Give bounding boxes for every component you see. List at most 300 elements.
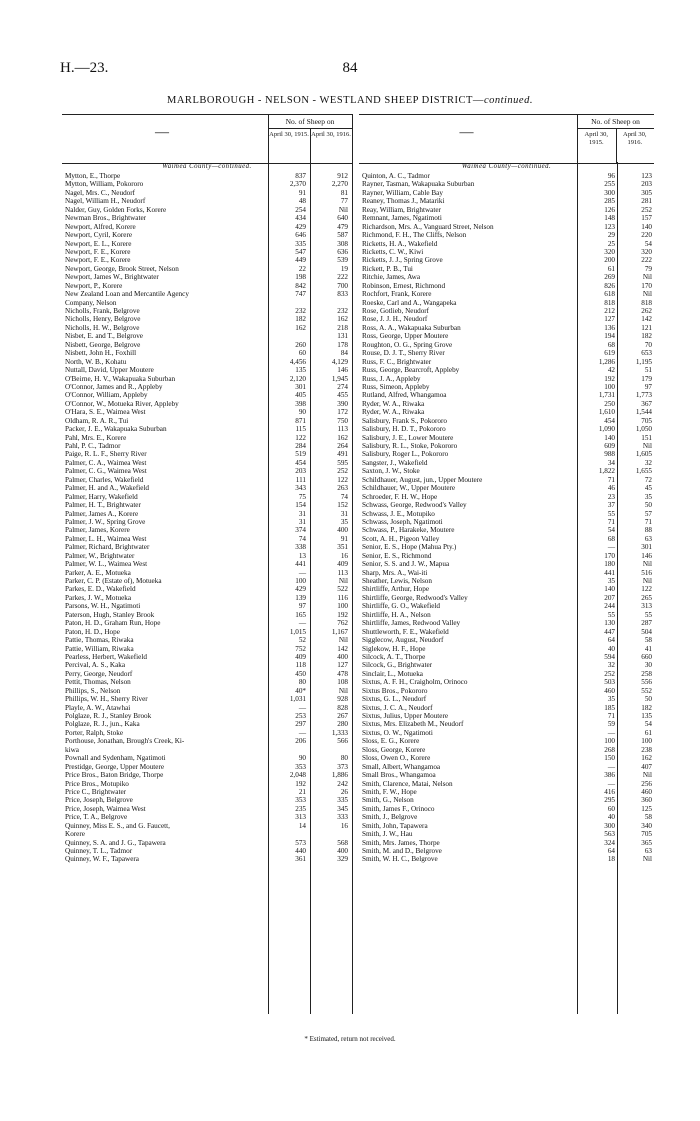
count-1916: 172 [337, 408, 348, 417]
table-row [359, 661, 654, 669]
table-row [359, 796, 654, 804]
count-1916: 220 [641, 231, 652, 240]
count-1915: 503 [604, 678, 615, 687]
table-row [359, 223, 654, 231]
owner-name: North, W. B., Kohatu [65, 357, 127, 366]
table-row [62, 636, 352, 644]
owner-name: Nagel, Mrs. C., Neudorf [65, 188, 136, 197]
owner-name: Sixtus, G. L., Neudorf [362, 695, 427, 704]
count-1915: 136 [604, 323, 615, 332]
count-1916: 373 [337, 762, 348, 771]
owner-name: Parsons, W. H., Ngatimoti [65, 602, 141, 611]
count-1916: 125 [641, 804, 652, 813]
owner-name: Palmer, Charles, Wakefield [65, 475, 144, 484]
table-row [359, 847, 654, 855]
count-1915: — [298, 568, 306, 577]
table-row [359, 282, 654, 290]
table-row [62, 805, 352, 813]
owner-name: Shuttleworth, F. E., Wakefield [362, 627, 449, 636]
count-1916: 146 [337, 366, 348, 375]
count-1915: 1,822 [598, 467, 615, 476]
count-1916: Nil [642, 442, 652, 450]
table-row [62, 417, 352, 425]
table-row [359, 526, 654, 534]
owner-name: Price, Joseph, Waimea West [65, 804, 146, 813]
count-1915: 54 [607, 526, 615, 535]
count-1915: 115 [295, 425, 306, 434]
count-1915: 212 [604, 307, 615, 315]
count-1915: 454 [604, 416, 615, 425]
owner-name: Palmer, Richard, Brightwater [65, 543, 150, 552]
count-1915: 842 [295, 281, 306, 290]
count-1916: 77 [340, 197, 348, 206]
count-1915: 818 [604, 298, 615, 307]
owner-name: Newport, Alfred, Korere [65, 222, 136, 231]
count-1915: 165 [295, 610, 306, 619]
owner-name: Price, Joseph, Belgrove [65, 796, 133, 805]
count-1916: 287 [641, 619, 652, 628]
count-1916: 146 [641, 551, 652, 560]
owner-name: Nagel, William H., Neudorf [65, 197, 146, 206]
count-1916: 80 [340, 754, 348, 763]
table-row [359, 636, 654, 644]
owner-name: Palmer, Harry, Wakefield [65, 492, 138, 501]
count-1915: 25 [607, 239, 615, 248]
left-header [62, 114, 352, 164]
count-1916: 400 [337, 847, 348, 855]
count-1916: 222 [641, 256, 652, 265]
table-row [359, 602, 654, 610]
table-row [359, 594, 654, 602]
count-1915: 2,120 [289, 374, 306, 383]
owner-name: Price Bros., Motupiko [65, 779, 129, 788]
owner-name: Nisbett, George, Belgrove [65, 340, 141, 349]
count-1915: 90 [298, 754, 306, 763]
count-1915: 460 [604, 686, 615, 695]
count-1915: 253 [295, 712, 306, 720]
owner-name: Sharp, Mrs. A., Wai-iti [362, 568, 428, 577]
owner-name: Smith, Mrs. James, Thorpe [362, 838, 440, 847]
owner-name: Korere [65, 830, 85, 839]
table-row [359, 653, 654, 661]
table-row [62, 442, 352, 450]
footnote: * Estimated, return not received. [304, 1035, 396, 1043]
count-1916: 121 [641, 323, 652, 332]
table-row [62, 180, 352, 188]
owner-name: Rose, J. J. H., Neudorf [362, 315, 428, 324]
owner-name: Parkes, J. W., Motueka [65, 593, 132, 602]
table-row [359, 299, 654, 307]
owner-name: O'Connor, W., Motueka River, Appleby [65, 399, 179, 408]
count-1916: 45 [644, 484, 652, 493]
count-1916: 329 [337, 855, 348, 864]
count-1915: 324 [604, 838, 615, 847]
count-1915: 48 [298, 197, 306, 206]
count-1915: 140 [604, 433, 615, 442]
count-1916: 460 [641, 787, 652, 796]
count-1915: 40 [607, 813, 615, 822]
table-row [62, 720, 352, 728]
table-row [359, 763, 654, 771]
count-1915: 64 [607, 847, 615, 855]
count-1916: Nil [338, 577, 348, 585]
count-1916: 705 [641, 830, 652, 839]
count-1916: 1,945 [331, 374, 348, 383]
count-1916: 97 [644, 382, 652, 391]
count-1916: 100 [641, 737, 652, 746]
table-row [62, 796, 352, 804]
owner-name: Phillips, W. H., Sherry River [65, 695, 148, 704]
owner-name: Newport, George, Brook Street, Nelson [65, 264, 179, 273]
count-1915: 353 [295, 762, 306, 771]
count-1915: — [298, 619, 306, 628]
count-1916: 162 [337, 315, 348, 324]
owner-name: Sloss, George, Korere [362, 745, 426, 754]
owner-name: Nisbet, E. and T., Belgrove [65, 332, 143, 341]
table-row [359, 805, 654, 813]
count-1915: 55 [607, 509, 615, 518]
count-1915: 416 [604, 787, 615, 796]
count-1916: 84 [340, 349, 348, 358]
owner-name: Salisbury, Frank S., Pokororo [362, 416, 447, 425]
count-1916: 258 [641, 669, 652, 678]
page-code: H.—23. [60, 60, 109, 76]
table-row [359, 729, 654, 737]
count-1916: 653 [641, 349, 652, 358]
count-1916: 157 [641, 214, 652, 223]
owner-name: Roeske, Carl and A., Wangapeka [362, 298, 457, 307]
count-1916: 61 [644, 728, 652, 737]
count-1916: 1,544 [635, 408, 652, 417]
count-1915: 122 [295, 433, 306, 442]
owner-name: Porthouse, Jonathan, Brough's Creek, Ki- [65, 737, 185, 746]
count-1915: 135 [295, 366, 306, 375]
count-1915: 338 [295, 543, 306, 552]
count-1915: 353 [295, 796, 306, 805]
count-1915: 260 [295, 340, 306, 349]
count-1916: 35 [340, 517, 348, 526]
count-1916: 222 [337, 273, 348, 282]
count-1916: 182 [641, 332, 652, 341]
table-row [359, 197, 654, 205]
count-1915: 441 [604, 568, 615, 577]
table-row [359, 425, 654, 433]
table-row [62, 375, 352, 383]
owner-name: Sheather, Lewis, Nelson [362, 577, 432, 585]
count-1915: 988 [604, 450, 615, 459]
count-1916: Nil [338, 636, 348, 645]
count-1916: 57 [644, 509, 652, 518]
owner-name: Palmer, H. T., Brightwater [65, 501, 141, 510]
count-1916: 264 [337, 442, 348, 450]
count-1916: 108 [337, 678, 348, 687]
owner-name: Ryder, W. A., Riwaka [362, 408, 425, 417]
count-1915: 837 [295, 172, 306, 180]
count-1915: 37 [607, 501, 615, 510]
table-row [359, 383, 654, 391]
count-1915: 4,456 [289, 357, 306, 366]
count-1916: 79 [644, 264, 652, 273]
table-row [62, 324, 352, 332]
count-1916: 203 [641, 180, 652, 189]
table-row [62, 526, 352, 534]
table-row [62, 678, 352, 686]
table-row [62, 349, 352, 357]
count-1915: 139 [295, 593, 306, 602]
table-row [359, 501, 654, 509]
count-1916: 178 [337, 340, 348, 349]
owner-name: Nicholls, Frank, Belgrove [65, 307, 140, 315]
count-1916: 1,167 [331, 627, 348, 636]
owner-name: Sixtus, Mrs. Elizabeth M., Neudorf [362, 720, 464, 729]
table-row [359, 180, 654, 188]
owner-name: Parker, A. E., Motueka [65, 568, 131, 577]
table-row [62, 704, 352, 712]
count-1916: 504 [641, 627, 652, 636]
count-1915: 235 [295, 804, 306, 813]
table-row [62, 602, 352, 610]
count-1915: 1,090 [598, 425, 615, 434]
left-column [62, 114, 353, 1014]
count-1916: 122 [337, 475, 348, 484]
count-1915: 61 [607, 264, 615, 273]
count-1916: 252 [641, 205, 652, 214]
table-row [62, 425, 352, 433]
count-1916: 142 [641, 315, 652, 324]
owner-name: Price C., Brightwater [65, 787, 127, 796]
count-1916: 182 [641, 703, 652, 712]
owner-name: Quinney, Miss E. S., and G. Faucett, [65, 821, 170, 830]
count-1915: 31 [298, 509, 306, 518]
count-1916: 116 [337, 593, 348, 602]
count-1916: 750 [337, 416, 348, 425]
count-1916: 828 [337, 703, 348, 712]
table-row [62, 510, 352, 518]
table-row [62, 299, 352, 307]
owner-name: Quinney, T. L., Tadmor [65, 847, 133, 855]
table-row [359, 780, 654, 788]
owner-name: Salisbury, J. E., Lower Moutere [362, 433, 454, 442]
table-row [359, 585, 654, 593]
owner-name: Roughton, O. G., Spring Grove [362, 340, 453, 349]
sheep-table [62, 114, 654, 1014]
count-1916: 55 [644, 610, 652, 619]
owner-name: Pattie, Thomas, Riwaka [65, 636, 134, 645]
owner-name: Percival, A. S., Kaka [65, 661, 126, 670]
owner-name: Parkes, E. D., Wakefield [65, 585, 136, 594]
owner-name: O'Connor, James and R., Appleby [65, 382, 163, 391]
owner-name: Shirtliffe, George, Redwood's Valley [362, 593, 468, 602]
count-1916: Nil [642, 273, 652, 282]
owner-name: O'Connor, William, Appleby [65, 391, 148, 400]
table-row [359, 307, 654, 315]
count-1915: 2,048 [289, 771, 306, 780]
count-1915: 398 [295, 399, 306, 408]
count-1915: 55 [607, 610, 615, 619]
count-1915: 429 [295, 585, 306, 594]
count-1915: 46 [607, 484, 615, 493]
count-1915: 111 [295, 475, 306, 484]
table-row [359, 172, 654, 180]
right-header [359, 114, 654, 164]
name-column-header: — [459, 125, 474, 140]
count-1916: Nil [642, 577, 652, 585]
table-row [359, 552, 654, 560]
count-1916: 1,050 [635, 425, 652, 434]
table-row [359, 754, 654, 762]
table-row [62, 467, 352, 475]
table-row [359, 315, 654, 323]
count-1915: — [607, 779, 615, 788]
count-1916: 262 [641, 307, 652, 315]
count-1916: Nil [642, 855, 652, 864]
count-1915: 192 [604, 374, 615, 383]
count-1916: 192 [337, 610, 348, 619]
table-row [62, 315, 352, 323]
count-1915: 127 [604, 315, 615, 324]
count-1915: 207 [604, 593, 615, 602]
count-1916: 16 [340, 821, 348, 830]
count-1915: 96 [607, 172, 615, 180]
count-1916: 455 [337, 391, 348, 400]
count-1915: 449 [295, 256, 306, 265]
table-row [62, 729, 352, 737]
count-1915: 519 [295, 450, 306, 459]
count-1916: 400 [337, 652, 348, 661]
owner-name: Palmer, J. W., Spring Grove [65, 517, 146, 526]
owner-name: Schroeder, F. H. W., Hope [362, 492, 438, 501]
owner-name: Schwass, P., Harakeke, Moutere [362, 526, 455, 535]
count-1915: — [607, 762, 615, 771]
table-row [359, 543, 654, 551]
owner-name: Ritchie, James, Awa [362, 273, 421, 282]
table-row [62, 501, 352, 509]
owner-name: Palmer, C. G., Waimea West [65, 467, 147, 476]
count-1915: 170 [604, 551, 615, 560]
table-row [62, 687, 352, 695]
table-row [62, 594, 352, 602]
count-1916: 19 [340, 264, 348, 273]
count-1915: 335 [295, 239, 306, 248]
count-1915: 71 [607, 712, 615, 720]
count-1915: 254 [295, 205, 306, 214]
count-1915: 22 [298, 264, 306, 273]
count-1915: 60 [607, 804, 615, 813]
owner-name: Quinton, A. C., Tadmor [362, 172, 430, 180]
owner-name: Ross, George, Upper Moutere [362, 332, 449, 341]
table-row [62, 493, 352, 501]
table-row [62, 661, 352, 669]
table-row [62, 450, 352, 458]
table-row [359, 704, 654, 712]
count-1915: 255 [604, 180, 615, 189]
owner-name: Shirtliffe, Arthur, Hope [362, 585, 430, 594]
table-row [359, 687, 654, 695]
count-1915: 29 [607, 231, 615, 240]
owner-name: Company, Nelson [65, 298, 117, 307]
count-1916: 152 [337, 501, 348, 510]
table-row [359, 231, 654, 239]
owner-name: Newport, F. E., Korere [65, 256, 131, 265]
table-row [62, 240, 352, 248]
owner-name: Smith, M. and D., Belgrove [362, 847, 442, 855]
table-row [62, 653, 352, 661]
owner-name: Rouse, D. J. T., Sherry River [362, 349, 445, 358]
count-1915: 871 [295, 416, 306, 425]
count-1916: 345 [337, 804, 348, 813]
count-1916: 400 [337, 526, 348, 535]
count-1915: 1,015 [289, 627, 306, 636]
count-1915: 40 [607, 644, 615, 653]
count-1916: 265 [641, 593, 652, 602]
count-1916: 281 [641, 197, 652, 206]
count-1916: 539 [337, 256, 348, 265]
table-row [359, 569, 654, 577]
owner-name: Packer, J. E., Wakapuaka Suburban [65, 425, 167, 434]
count-1915: 71 [607, 517, 615, 526]
table-row [359, 678, 654, 686]
table-row [62, 737, 352, 745]
table-row [62, 332, 352, 340]
table-row [359, 619, 654, 627]
owner-name: Russ, J. A., Appleby [362, 374, 421, 383]
owner-name: Nisbett, John H., Foxhill [65, 349, 137, 358]
owner-name: Reay, William, Brightwater [362, 205, 441, 214]
owner-name: Phillips, S., Nelson [65, 686, 121, 695]
count-1915: 64 [607, 636, 615, 645]
owner-name: Silcock, G., Brightwater [362, 661, 433, 670]
table-row [62, 248, 352, 256]
table-row [62, 712, 352, 720]
table-row [62, 197, 352, 205]
table-row [359, 670, 654, 678]
owner-name: Rickett, P. B., Tui [362, 264, 413, 273]
owner-name: Palmer, W. L., Waimea West [65, 560, 148, 569]
count-1916: 522 [337, 585, 348, 594]
count-1915: 268 [604, 745, 615, 754]
count-1915: 180 [604, 560, 615, 569]
owner-name: Smith, Clarence, Matai, Nelson [362, 779, 453, 788]
owner-name: Schwass, Joseph, Ngatimoti [362, 517, 443, 526]
name-column-header: — [155, 125, 169, 140]
table-row [359, 189, 654, 197]
page-title-continued: continued. [483, 95, 533, 106]
count-1916: 35 [644, 492, 652, 501]
table-row [62, 383, 352, 391]
table-row [359, 467, 654, 475]
table-row [359, 332, 654, 340]
table-row [359, 746, 654, 754]
table-row [359, 788, 654, 796]
col-1916: April 30, 1916. [623, 131, 647, 146]
count-1916: 409 [337, 560, 348, 569]
count-header [577, 115, 654, 163]
count-1916: 640 [337, 214, 348, 223]
owner-name: Saxton, J. W., Stoke [362, 467, 420, 476]
count-1915: 68 [607, 340, 615, 349]
owner-name: Pattie, William, Riwaka [65, 644, 134, 653]
owner-name: Smith, G., Nelson [362, 796, 414, 805]
owner-name: Newport, Cyril, Korere [65, 231, 133, 240]
count-1916: 4,129 [331, 357, 348, 366]
count-1915: 300 [604, 821, 615, 830]
count-1915: 194 [604, 332, 615, 341]
table-row [359, 206, 654, 214]
table-row [62, 535, 352, 543]
col-1915: April 30, 1915. [584, 131, 608, 146]
count-1916: 308 [337, 239, 348, 248]
table-row [62, 484, 352, 492]
